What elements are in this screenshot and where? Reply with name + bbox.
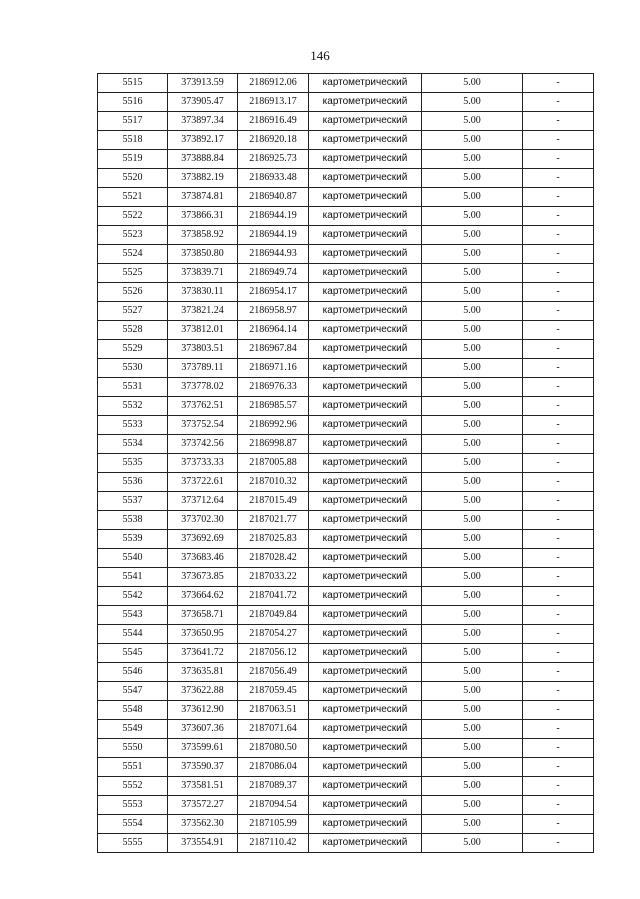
accuracy-cell: 5.00 <box>422 359 523 378</box>
note-cell: - <box>523 473 594 492</box>
accuracy-cell: 5.00 <box>422 549 523 568</box>
method-cell: картометрический <box>309 340 422 359</box>
x-coordinate-cell: 373882.19 <box>168 169 238 188</box>
x-coordinate-cell: 373673.85 <box>168 568 238 587</box>
point-number-cell: 5518 <box>98 131 168 150</box>
note-cell: - <box>523 302 594 321</box>
accuracy-cell: 5.00 <box>422 131 523 150</box>
note-cell: - <box>523 74 594 93</box>
method-cell: картометрический <box>309 473 422 492</box>
point-number-cell: 5517 <box>98 112 168 131</box>
method-cell: картометрический <box>309 207 422 226</box>
note-cell: - <box>523 340 594 359</box>
table-row <box>98 549 594 568</box>
accuracy-cell: 5.00 <box>422 568 523 587</box>
method-cell: картометрический <box>309 587 422 606</box>
note-cell: - <box>523 644 594 663</box>
x-coordinate-cell: 373850.80 <box>168 245 238 264</box>
method-cell: картометрический <box>309 74 422 93</box>
method-cell: картометрический <box>309 625 422 644</box>
table-row <box>98 93 594 112</box>
table-row <box>98 777 594 796</box>
accuracy-cell: 5.00 <box>422 112 523 131</box>
point-number-cell: 5534 <box>98 435 168 454</box>
accuracy-cell: 5.00 <box>422 169 523 188</box>
x-coordinate-cell: 373752.54 <box>168 416 238 435</box>
table-row <box>98 587 594 606</box>
accuracy-cell: 5.00 <box>422 454 523 473</box>
page-number: 146 <box>310 48 330 63</box>
note-cell: - <box>523 169 594 188</box>
method-cell: картометрический <box>309 188 422 207</box>
note-cell: - <box>523 378 594 397</box>
table-row <box>98 758 594 777</box>
point-number-cell: 5535 <box>98 454 168 473</box>
table-row <box>98 226 594 245</box>
accuracy-cell: 5.00 <box>422 416 523 435</box>
x-coordinate-cell: 373683.46 <box>168 549 238 568</box>
accuracy-cell: 5.00 <box>422 834 523 853</box>
table-row <box>98 264 594 283</box>
note-cell: - <box>523 758 594 777</box>
point-number-cell: 5553 <box>98 796 168 815</box>
note-cell: - <box>523 815 594 834</box>
x-coordinate-cell: 373913.59 <box>168 74 238 93</box>
table-row <box>98 739 594 758</box>
x-coordinate-cell: 373803.51 <box>168 340 238 359</box>
table-row <box>98 720 594 739</box>
y-coordinate-cell: 2187094.54 <box>238 796 309 815</box>
note-cell: - <box>523 625 594 644</box>
accuracy-cell: 5.00 <box>422 530 523 549</box>
table-row <box>98 454 594 473</box>
table-row <box>98 169 594 188</box>
point-number-cell: 5538 <box>98 511 168 530</box>
method-cell: картометрический <box>309 739 422 758</box>
point-number-cell: 5526 <box>98 283 168 302</box>
x-coordinate-cell: 373821.24 <box>168 302 238 321</box>
x-coordinate-cell: 373839.71 <box>168 264 238 283</box>
accuracy-cell: 5.00 <box>422 435 523 454</box>
y-coordinate-cell: 2186958.97 <box>238 302 309 321</box>
y-coordinate-cell: 2186976.33 <box>238 378 309 397</box>
x-coordinate-cell: 373622.88 <box>168 682 238 701</box>
point-number-cell: 5531 <box>98 378 168 397</box>
accuracy-cell: 5.00 <box>422 245 523 264</box>
y-coordinate-cell: 2186933.48 <box>238 169 309 188</box>
point-number-cell: 5520 <box>98 169 168 188</box>
x-coordinate-cell: 373562.30 <box>168 815 238 834</box>
x-coordinate-cell: 373905.47 <box>168 93 238 112</box>
x-coordinate-cell: 373692.69 <box>168 530 238 549</box>
accuracy-cell: 5.00 <box>422 378 523 397</box>
method-cell: картометрический <box>309 454 422 473</box>
y-coordinate-cell: 2186967.84 <box>238 340 309 359</box>
accuracy-cell: 5.00 <box>422 264 523 283</box>
y-coordinate-cell: 2187033.22 <box>238 568 309 587</box>
y-coordinate-cell: 2186913.17 <box>238 93 309 112</box>
table-row <box>98 245 594 264</box>
y-coordinate-cell: 2187089.37 <box>238 777 309 796</box>
note-cell: - <box>523 454 594 473</box>
point-number-cell: 5525 <box>98 264 168 283</box>
point-number-cell: 5551 <box>98 758 168 777</box>
accuracy-cell: 5.00 <box>422 226 523 245</box>
x-coordinate-cell: 373742.56 <box>168 435 238 454</box>
x-coordinate-cell: 373762.51 <box>168 397 238 416</box>
x-coordinate-cell: 373702.30 <box>168 511 238 530</box>
x-coordinate-cell: 373830.11 <box>168 283 238 302</box>
accuracy-cell: 5.00 <box>422 473 523 492</box>
x-coordinate-cell: 373581.51 <box>168 777 238 796</box>
point-number-cell: 5545 <box>98 644 168 663</box>
point-number-cell: 5519 <box>98 150 168 169</box>
method-cell: картометрический <box>309 834 422 853</box>
y-coordinate-cell: 2187005.88 <box>238 454 309 473</box>
y-coordinate-cell: 2187015.49 <box>238 492 309 511</box>
method-cell: картометрический <box>309 226 422 245</box>
note-cell: - <box>523 283 594 302</box>
point-number-cell: 5549 <box>98 720 168 739</box>
y-coordinate-cell: 2187110.42 <box>238 834 309 853</box>
method-cell: картометрический <box>309 397 422 416</box>
method-cell: картометрический <box>309 321 422 340</box>
note-cell: - <box>523 321 594 340</box>
y-coordinate-cell: 2187105.99 <box>238 815 309 834</box>
accuracy-cell: 5.00 <box>422 302 523 321</box>
y-coordinate-cell: 2186992.96 <box>238 416 309 435</box>
accuracy-cell: 5.00 <box>422 321 523 340</box>
method-cell: картометрический <box>309 302 422 321</box>
method-cell: картометрический <box>309 245 422 264</box>
y-coordinate-cell: 2187041.72 <box>238 587 309 606</box>
note-cell: - <box>523 834 594 853</box>
x-coordinate-cell: 373664.62 <box>168 587 238 606</box>
y-coordinate-cell: 2186944.19 <box>238 207 309 226</box>
note-cell: - <box>523 416 594 435</box>
y-coordinate-cell: 2187025.83 <box>238 530 309 549</box>
method-cell: картометрический <box>309 720 422 739</box>
table-row <box>98 568 594 587</box>
accuracy-cell: 5.00 <box>422 739 523 758</box>
y-coordinate-cell: 2186985.57 <box>238 397 309 416</box>
method-cell: картометрический <box>309 359 422 378</box>
method-cell: картометрический <box>309 777 422 796</box>
point-number-cell: 5540 <box>98 549 168 568</box>
y-coordinate-cell: 2187059.45 <box>238 682 309 701</box>
note-cell: - <box>523 435 594 454</box>
y-coordinate-cell: 2187063.51 <box>238 701 309 720</box>
point-number-cell: 5536 <box>98 473 168 492</box>
point-number-cell: 5516 <box>98 93 168 112</box>
method-cell: картометрический <box>309 606 422 625</box>
point-number-cell: 5524 <box>98 245 168 264</box>
table-row <box>98 492 594 511</box>
method-cell: картометрический <box>309 378 422 397</box>
note-cell: - <box>523 682 594 701</box>
table-row <box>98 416 594 435</box>
note-cell: - <box>523 93 594 112</box>
table-row <box>98 815 594 834</box>
accuracy-cell: 5.00 <box>422 663 523 682</box>
point-number-cell: 5533 <box>98 416 168 435</box>
accuracy-cell: 5.00 <box>422 340 523 359</box>
table-row <box>98 321 594 340</box>
point-number-cell: 5532 <box>98 397 168 416</box>
table-row <box>98 188 594 207</box>
point-number-cell: 5548 <box>98 701 168 720</box>
x-coordinate-cell: 373572.27 <box>168 796 238 815</box>
y-coordinate-cell: 2186940.87 <box>238 188 309 207</box>
point-number-cell: 5539 <box>98 530 168 549</box>
point-number-cell: 5521 <box>98 188 168 207</box>
note-cell: - <box>523 245 594 264</box>
x-coordinate-cell: 373712.64 <box>168 492 238 511</box>
accuracy-cell: 5.00 <box>422 397 523 416</box>
accuracy-cell: 5.00 <box>422 758 523 777</box>
x-coordinate-cell: 373612.90 <box>168 701 238 720</box>
method-cell: картометрический <box>309 435 422 454</box>
table-row <box>98 682 594 701</box>
table-row <box>98 131 594 150</box>
note-cell: - <box>523 397 594 416</box>
method-cell: картометрический <box>309 416 422 435</box>
table-row <box>98 473 594 492</box>
note-cell: - <box>523 112 594 131</box>
accuracy-cell: 5.00 <box>422 207 523 226</box>
y-coordinate-cell: 2186916.49 <box>238 112 309 131</box>
x-coordinate-cell: 373607.36 <box>168 720 238 739</box>
y-coordinate-cell: 2187056.12 <box>238 644 309 663</box>
point-number-cell: 5541 <box>98 568 168 587</box>
note-cell: - <box>523 720 594 739</box>
x-coordinate-cell: 373554.91 <box>168 834 238 853</box>
y-coordinate-cell: 2186971.16 <box>238 359 309 378</box>
x-coordinate-cell: 373641.72 <box>168 644 238 663</box>
x-coordinate-cell: 373897.34 <box>168 112 238 131</box>
y-coordinate-cell: 2186944.19 <box>238 226 309 245</box>
table-row <box>98 359 594 378</box>
method-cell: картометрический <box>309 169 422 188</box>
table-row <box>98 796 594 815</box>
method-cell: картометрический <box>309 150 422 169</box>
y-coordinate-cell: 2186912.06 <box>238 74 309 93</box>
y-coordinate-cell: 2186998.87 <box>238 435 309 454</box>
note-cell: - <box>523 188 594 207</box>
note-cell: - <box>523 131 594 150</box>
accuracy-cell: 5.00 <box>422 93 523 112</box>
table-row <box>98 302 594 321</box>
point-number-cell: 5529 <box>98 340 168 359</box>
table-row <box>98 663 594 682</box>
accuracy-cell: 5.00 <box>422 283 523 302</box>
point-number-cell: 5543 <box>98 606 168 625</box>
y-coordinate-cell: 2186920.18 <box>238 131 309 150</box>
point-number-cell: 5550 <box>98 739 168 758</box>
method-cell: картометрический <box>309 93 422 112</box>
y-coordinate-cell: 2186944.93 <box>238 245 309 264</box>
table-row <box>98 74 594 93</box>
note-cell: - <box>523 359 594 378</box>
method-cell: картометрический <box>309 492 422 511</box>
method-cell: картометрический <box>309 701 422 720</box>
point-number-cell: 5542 <box>98 587 168 606</box>
point-number-cell: 5555 <box>98 834 168 853</box>
table-row <box>98 511 594 530</box>
method-cell: картометрический <box>309 131 422 150</box>
note-cell: - <box>523 207 594 226</box>
accuracy-cell: 5.00 <box>422 644 523 663</box>
table-row <box>98 530 594 549</box>
y-coordinate-cell: 2187071.64 <box>238 720 309 739</box>
method-cell: картометрический <box>309 796 422 815</box>
method-cell: картометрический <box>309 549 422 568</box>
accuracy-cell: 5.00 <box>422 777 523 796</box>
accuracy-cell: 5.00 <box>422 796 523 815</box>
accuracy-cell: 5.00 <box>422 720 523 739</box>
method-cell: картометрический <box>309 682 422 701</box>
method-cell: картометрический <box>309 758 422 777</box>
method-cell: картометрический <box>309 644 422 663</box>
x-coordinate-cell: 373892.17 <box>168 131 238 150</box>
method-cell: картометрический <box>309 568 422 587</box>
note-cell: - <box>523 777 594 796</box>
table-row <box>98 644 594 663</box>
point-number-cell: 5528 <box>98 321 168 340</box>
table-row <box>98 112 594 131</box>
x-coordinate-cell: 373733.33 <box>168 454 238 473</box>
note-cell: - <box>523 226 594 245</box>
accuracy-cell: 5.00 <box>422 150 523 169</box>
point-number-cell: 5522 <box>98 207 168 226</box>
point-number-cell: 5527 <box>98 302 168 321</box>
accuracy-cell: 5.00 <box>422 682 523 701</box>
accuracy-cell: 5.00 <box>422 188 523 207</box>
coordinates-table-body <box>98 74 594 853</box>
table-row <box>98 834 594 853</box>
table-row <box>98 150 594 169</box>
accuracy-cell: 5.00 <box>422 815 523 834</box>
point-number-cell: 5537 <box>98 492 168 511</box>
method-cell: картометрический <box>309 663 422 682</box>
x-coordinate-cell: 373590.37 <box>168 758 238 777</box>
x-coordinate-cell: 373722.61 <box>168 473 238 492</box>
y-coordinate-cell: 2187056.49 <box>238 663 309 682</box>
method-cell: картометрический <box>309 530 422 549</box>
x-coordinate-cell: 373658.71 <box>168 606 238 625</box>
accuracy-cell: 5.00 <box>422 587 523 606</box>
y-coordinate-cell: 2187021.77 <box>238 511 309 530</box>
x-coordinate-cell: 373789.11 <box>168 359 238 378</box>
note-cell: - <box>523 568 594 587</box>
y-coordinate-cell: 2187028.42 <box>238 549 309 568</box>
x-coordinate-cell: 373858.92 <box>168 226 238 245</box>
table-row <box>98 283 594 302</box>
method-cell: картометрический <box>309 511 422 530</box>
table-row <box>98 606 594 625</box>
y-coordinate-cell: 2186949.74 <box>238 264 309 283</box>
point-number-cell: 5547 <box>98 682 168 701</box>
note-cell: - <box>523 606 594 625</box>
x-coordinate-cell: 373866.31 <box>168 207 238 226</box>
coordinates-table <box>97 73 594 853</box>
note-cell: - <box>523 701 594 720</box>
note-cell: - <box>523 549 594 568</box>
x-coordinate-cell: 373874.81 <box>168 188 238 207</box>
accuracy-cell: 5.00 <box>422 511 523 530</box>
method-cell: картометрический <box>309 815 422 834</box>
point-number-cell: 5546 <box>98 663 168 682</box>
point-number-cell: 5523 <box>98 226 168 245</box>
note-cell: - <box>523 663 594 682</box>
method-cell: картометрический <box>309 264 422 283</box>
x-coordinate-cell: 373635.81 <box>168 663 238 682</box>
note-cell: - <box>523 530 594 549</box>
point-number-cell: 5544 <box>98 625 168 644</box>
table-row <box>98 701 594 720</box>
note-cell: - <box>523 492 594 511</box>
note-cell: - <box>523 150 594 169</box>
point-number-cell: 5554 <box>98 815 168 834</box>
table-row <box>98 340 594 359</box>
y-coordinate-cell: 2187080.50 <box>238 739 309 758</box>
method-cell: картометрический <box>309 283 422 302</box>
point-number-cell: 5530 <box>98 359 168 378</box>
accuracy-cell: 5.00 <box>422 492 523 511</box>
x-coordinate-cell: 373778.02 <box>168 378 238 397</box>
method-cell: картометрический <box>309 112 422 131</box>
table-row <box>98 397 594 416</box>
y-coordinate-cell: 2186954.17 <box>238 283 309 302</box>
x-coordinate-cell: 373599.61 <box>168 739 238 758</box>
point-number-cell: 5515 <box>98 74 168 93</box>
y-coordinate-cell: 2187054.27 <box>238 625 309 644</box>
table-row <box>98 378 594 397</box>
note-cell: - <box>523 511 594 530</box>
table-row <box>98 435 594 454</box>
y-coordinate-cell: 2187010.32 <box>238 473 309 492</box>
accuracy-cell: 5.00 <box>422 625 523 644</box>
note-cell: - <box>523 264 594 283</box>
accuracy-cell: 5.00 <box>422 74 523 93</box>
y-coordinate-cell: 2187086.04 <box>238 758 309 777</box>
note-cell: - <box>523 796 594 815</box>
x-coordinate-cell: 373888.84 <box>168 150 238 169</box>
y-coordinate-cell: 2187049.84 <box>238 606 309 625</box>
x-coordinate-cell: 373650.95 <box>168 625 238 644</box>
y-coordinate-cell: 2186964.14 <box>238 321 309 340</box>
point-number-cell: 5552 <box>98 777 168 796</box>
y-coordinate-cell: 2186925.73 <box>238 150 309 169</box>
table-row <box>98 207 594 226</box>
x-coordinate-cell: 373812.01 <box>168 321 238 340</box>
note-cell: - <box>523 739 594 758</box>
accuracy-cell: 5.00 <box>422 606 523 625</box>
table-row <box>98 625 594 644</box>
accuracy-cell: 5.00 <box>422 701 523 720</box>
note-cell: - <box>523 587 594 606</box>
